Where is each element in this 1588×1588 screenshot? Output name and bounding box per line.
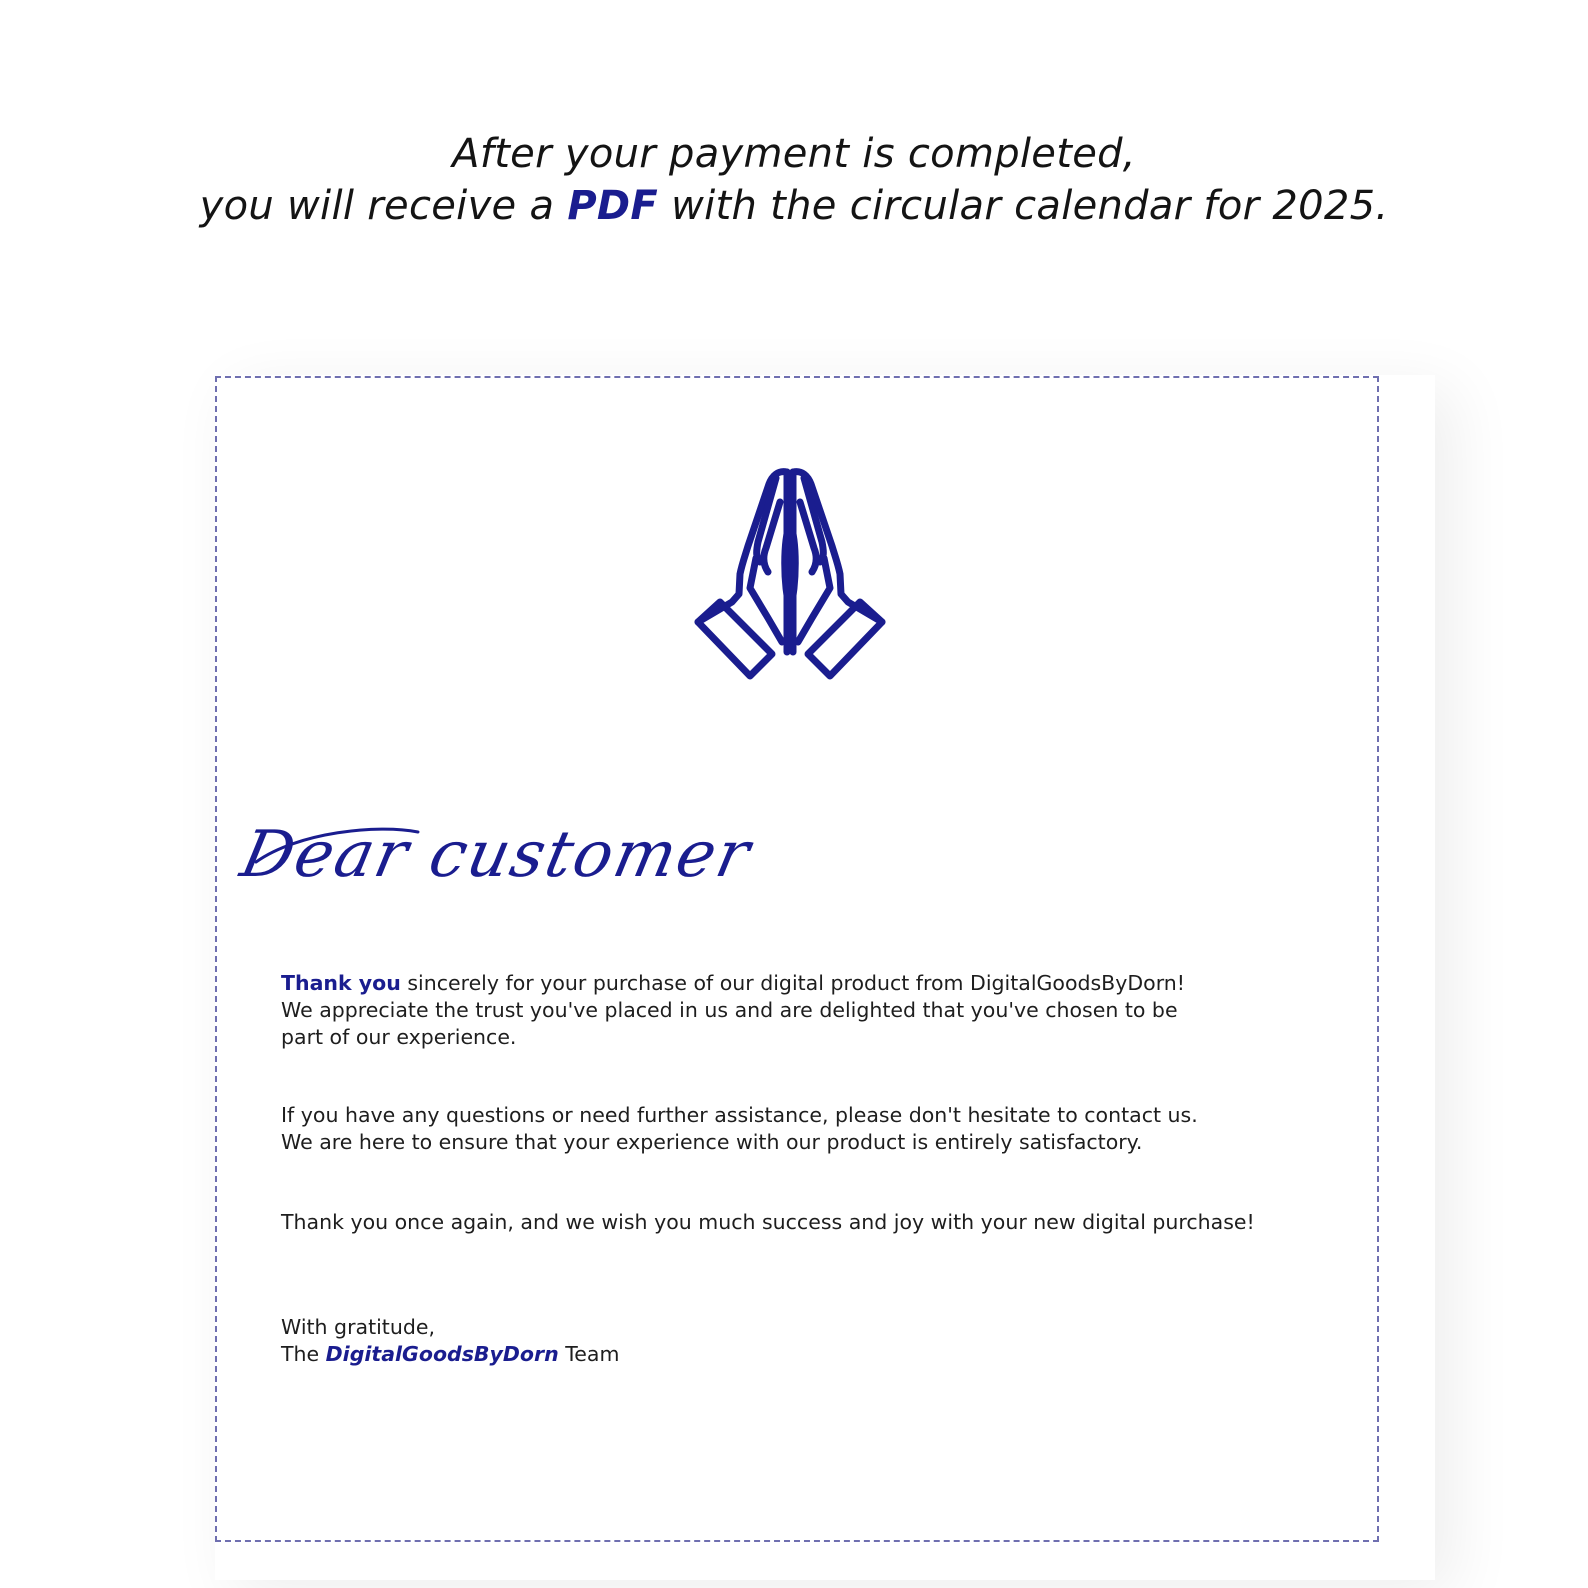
thanks-line-1-rest: sincerely for your purchase of our digital product from DigitalGoodsByDorn! — [400, 971, 1185, 995]
signoff-prefix: The — [281, 1342, 326, 1366]
paragraph-contact-line-2: We are here to ensure that your experience with our product is entirely satisfactory. — [281, 1130, 1143, 1154]
headline-pdf-highlight: PDF — [567, 183, 659, 229]
signoff-suffix: Team — [558, 1342, 620, 1366]
headline-prefix: you will receive a — [199, 183, 568, 229]
dear-customer-greeting — [228, 810, 928, 920]
paragraph-contact — [281, 1102, 1371, 1156]
paragraph-contact-line-1: If you have any questions or need further assistance, please don't hesitate to contact us. — [281, 1103, 1198, 1127]
paragraph-wishes-line: Thank you once again, and we wish you much success and joy with your new digital purchase! — [281, 1210, 1255, 1234]
signoff-line-2 — [281, 1341, 1371, 1368]
paragraph-thanks-line-1 — [281, 970, 1371, 997]
headline — [0, 128, 1588, 232]
brand-name: DigitalGoodsByDorn — [325, 1342, 559, 1366]
paragraph-thanks-line-3: part of our experience. — [281, 1025, 517, 1049]
headline-line-2 — [0, 180, 1588, 232]
paragraph-wishes — [281, 1209, 1371, 1236]
praying-hands-icon — [690, 462, 900, 690]
signoff-line-1: With gratitude, — [281, 1315, 435, 1339]
thank-you-lead: Thank you — [281, 971, 401, 995]
headline-suffix: with the circular calendar for 2025. — [658, 183, 1389, 229]
paragraph-thanks — [281, 970, 1371, 1051]
headline-line-1: After your payment is completed, — [452, 131, 1136, 177]
greeting-text: Dear customer — [234, 817, 758, 892]
signoff — [281, 1314, 1371, 1368]
paragraph-thanks-line-2: We appreciate the trust you've placed in us and are delighted that you've chosen to be — [281, 998, 1178, 1022]
